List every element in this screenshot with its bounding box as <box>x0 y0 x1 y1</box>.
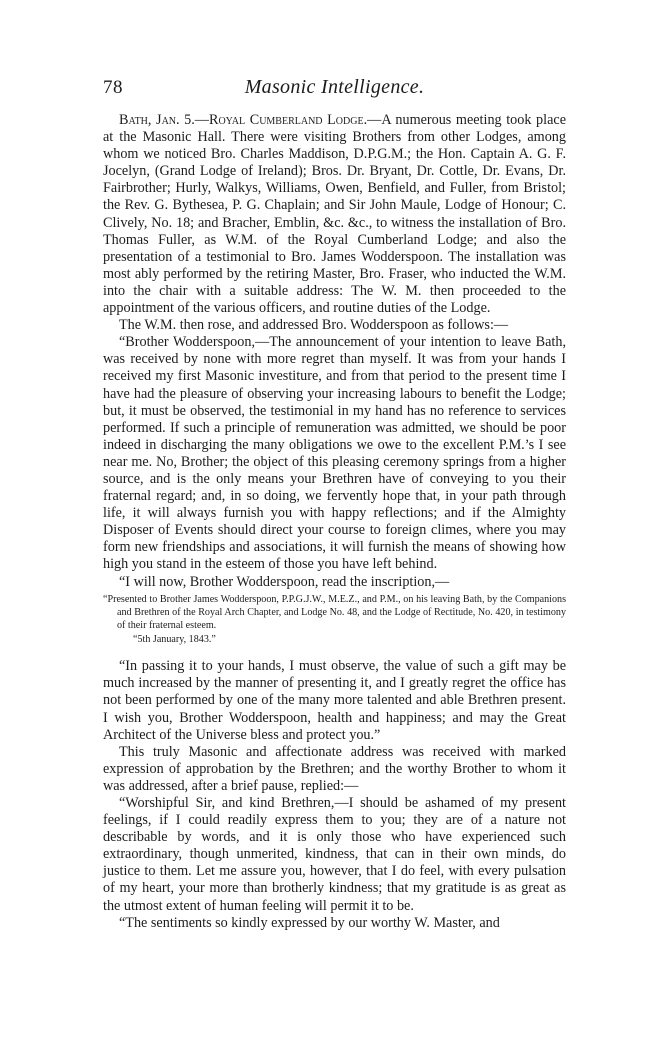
page-number: 78 <box>103 77 123 98</box>
article-paragraph: “I will now, Brother Wodderspoon, read the inscription,— <box>119 573 450 590</box>
article-paragraph: “The sentiments so kindly expressed by our worthy W. Master, and <box>119 914 500 931</box>
running-head <box>103 74 566 104</box>
article-body <box>103 112 566 932</box>
article-paragraph: “In passing it to your hands, I must observe, the value of such a gift may be much increased by the manner of presenting it, and I greatly regret the office has not been performed by one of the many more talented and able Brethren present. I wish you, Brother Wodderspoon, health and happiness; and may the Great Architect of the Universe bless and protect you.” <box>103 658 566 743</box>
article-lead: Bath, Jan. 5.—Royal Cumberland Lodge. <box>119 112 368 128</box>
article-paragraph <box>103 112 566 317</box>
paragraph-text: —A numerous meeting took place at the Masonic Hall. There were visiting Brothers from other Lodges, among whom we noticed Bro. Charles Maddison, D.P.G.M.; the Hon. Captain A. G. F. Jocelyn, (Grand Lodge of Ireland); Bros. Dr. Bryant, Dr. Cottle, Dr. Evans, Dr. Fairbrother; Hurly, Walkys, Williams, Owen, Benfield, and Fuller, from Bristol; the Rev. G. Bythesea, P. G. Chaplain; and Sir John Maule, Lodge of Honour; C. Clively, No. 18; and Bracher, Emblin, &c. &c., to witness the installation of Bro. Thomas Fuller, as W.M. of the Royal Cumberland Lodge; and also the presentation of a testimonial to Bro. James Wodderspoon. The installation was most ably performed by the retiring Master, Bro. Fraser, who inducted the W.M. into the chair with a suitable address: The W. M. then proceeded to the appointment of the various officers, and routine duties of the Lodge. <box>103 112 566 317</box>
inscription-text: “Presented to Brother James Wodderspoon, P.P.G.J.W., M.E.Z., and P.M., on his leaving Bath, by the Companions and Brethren of the Royal Arch Chapter, and Lodge No. 48, and the Lodge of Rectitude, No. 420, in testimony of their fraternal esteem. <box>103 593 566 632</box>
running-title: Masonic Intelligence. <box>244 76 425 98</box>
article-paragraph: “Worshipful Sir, and kind Brethren,—I should be ashamed of my present feelings, if I could readily express them to you; they are of a nature not describable by words, and it is only those who have experienced such extraordinary, though unmerited, kindness, that can in their own minds, do justice to them. Let me assure you, however, that I do feel, with every pulsation of my heart, your more than brotherly kindness; that my gratitude is as great as the utmost extent of human feeling will permit it to be. <box>103 795 566 914</box>
inscription-date: “5th January, 1843.” <box>133 633 216 645</box>
article-paragraph: “Brother Wodderspoon,—The announcement of your intention to leave Bath, was received by none with more regret than myself. It was from your hands I received my first Masonic investiture, and from that period to the present time I have had the pleasure of observing your increasing labours to benefit the Lodge; but, it must be observed, the testimonial in my hand has no reference to services performed. If such a principle of remuneration was admitted, we should be poor indeed in discharging the many obligations we owe to the excellent P.M.’s I see near me. No, Brother; the object of this pleasing ceremony springs from a higher source, and is the only means your Brethren have of conveying to you their fraternal regard; and, in so doing, we fervently hope that, in your path through life, it will always furnish you with happy reflections; and if the Almighty Disposer of Events should direct your course to foreign climes, where you may form new friendships and associations, it will furnish the means of showing how high you stand in the esteem of those you have left behind. <box>103 334 566 573</box>
article-paragraph: The W.M. then rose, and addressed Bro. Wodderspoon as follows:— <box>119 317 509 334</box>
inscription <box>103 593 566 647</box>
book-page <box>103 74 566 932</box>
article-paragraph: This truly Masonic and affectionate address was received with marked expression of approbation by the Brethren; and the worthy Brother to whom it was addressed, after a brief pause, replied:— <box>103 743 566 794</box>
